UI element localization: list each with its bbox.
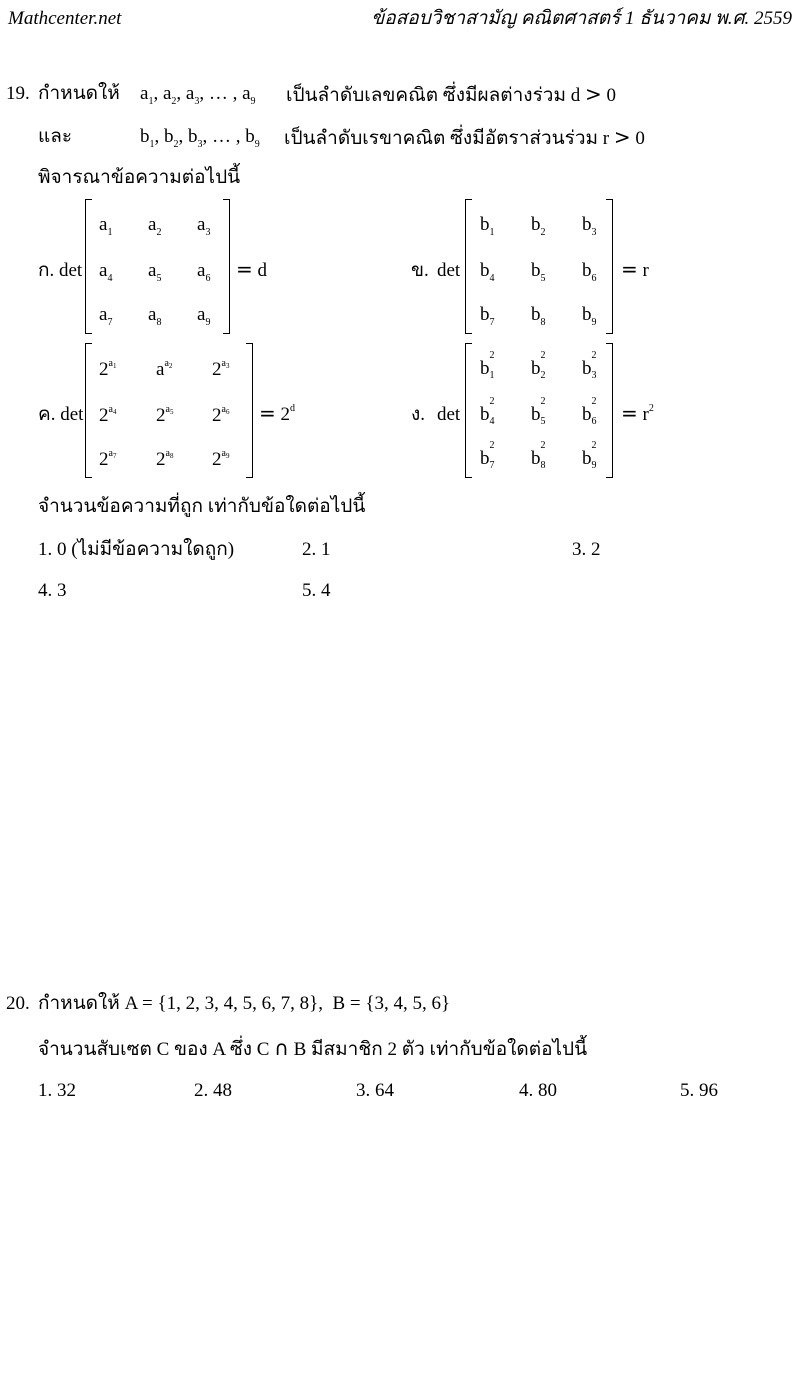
q19-line1-suffix: เป็นลำดับเลขคณิต ซึ่งมีผลต่างร่วม d > 0 bbox=[286, 82, 616, 106]
q19-choice-3[interactable]: 3. 2 bbox=[572, 539, 601, 560]
question-19-number: 19. bbox=[6, 83, 30, 104]
matrix-d: b 2 1 b 2 2 b 2 3 b 2 4 b 2 5 b 2 6 b 2 7 b 2 8 b 2 9 bbox=[465, 343, 613, 478]
matrix-a: $a_1$ $a_2$ $a_3$ $a_4$ $a_5$ $a_6$ $a_7$ $a_8$ $a_9$ bbox=[85, 199, 230, 334]
stmt-d-det: det bbox=[437, 404, 461, 425]
matrix-c: $2^{a_1}$ $a^{a_2}$ $2^{a_3}$ $2^{a_4}$ $2^{a_5}$ $2^{a_6}$ $2^{a_7}$ $2^{a_8}$ $2^{a_9}$ bbox=[85, 343, 253, 478]
question-20-number: 20. bbox=[6, 993, 30, 1014]
stmt-a-label: ก. det bbox=[38, 260, 83, 281]
q19-choice-1[interactable]: 1. 0 (ไม่มีข้อความใดถูก) bbox=[38, 539, 235, 560]
q19-seq-a: $a_1$, $a_2$, $a_3$, … , $a_9$ bbox=[140, 83, 256, 107]
q20-choice-4[interactable]: 4. 80 bbox=[519, 1080, 557, 1101]
q19-choice-5[interactable]: 5. 4 bbox=[302, 580, 331, 601]
q20-line2: จำนวนสับเซต C ของ A ซึ่ง C ∩ B มีสมาชิก 2 ตัว เท่ากับข้อใดต่อไปนี้ bbox=[38, 1036, 588, 1060]
stmt-b-det: det bbox=[437, 260, 461, 281]
q19-seq-b: $b_1$, $b_2$, $b_3$, … , $b_9$ bbox=[140, 126, 260, 150]
q19-question: จำนวนข้อความที่ถูก เท่ากับข้อใดต่อไปนี้ bbox=[38, 496, 366, 517]
q19-line2-prefix: และ bbox=[38, 126, 73, 147]
q20-choice-1[interactable]: 1. 32 bbox=[38, 1080, 76, 1101]
stmt-d-rhs: = $r^2$ bbox=[621, 401, 654, 425]
stmt-c-rhs: = 2$^d$ bbox=[259, 401, 296, 425]
q20-line1: กำหนดให้ A = {1, 2, 3, 4, 5, 6, 7, 8}, B = {3, 4, 5, 6} bbox=[38, 993, 451, 1014]
stmt-b-label: ข. bbox=[411, 260, 429, 281]
q19-choice-2[interactable]: 2. 1 bbox=[302, 539, 331, 560]
site-name: Mathcenter.net bbox=[8, 8, 122, 29]
q20-choice-2[interactable]: 2. 48 bbox=[194, 1080, 232, 1101]
q19-line3: พิจารณาข้อความต่อไปนี้ bbox=[38, 167, 241, 188]
exam-title: ข้อสอบวิชาสามัญ คณิตศาสตร์ 1 ธันวาคม พ.ศ. 2559 bbox=[371, 8, 792, 29]
matrix-b: $b_1$ $b_2$ $b_3$ $b_4$ $b_5$ $b_6$ $b_7$ $b_8$ $b_9$ bbox=[465, 199, 613, 334]
stmt-b-rhs: = r bbox=[621, 257, 649, 281]
q20-choice-5[interactable]: 5. 96 bbox=[680, 1080, 718, 1101]
stmt-d-label: ง. bbox=[411, 404, 426, 425]
q19-line1-prefix: กำหนดให้ bbox=[38, 83, 120, 104]
q19-choice-4[interactable]: 4. 3 bbox=[38, 580, 67, 601]
q20-choice-3[interactable]: 3. 64 bbox=[356, 1080, 394, 1101]
stmt-a-rhs: = d bbox=[236, 257, 268, 281]
stmt-c-label: ค. det bbox=[38, 404, 84, 425]
q19-line2-suffix: เป็นลำดับเรขาคณิต ซึ่งมีอัตราส่วนร่วม r > 0 bbox=[284, 125, 645, 149]
